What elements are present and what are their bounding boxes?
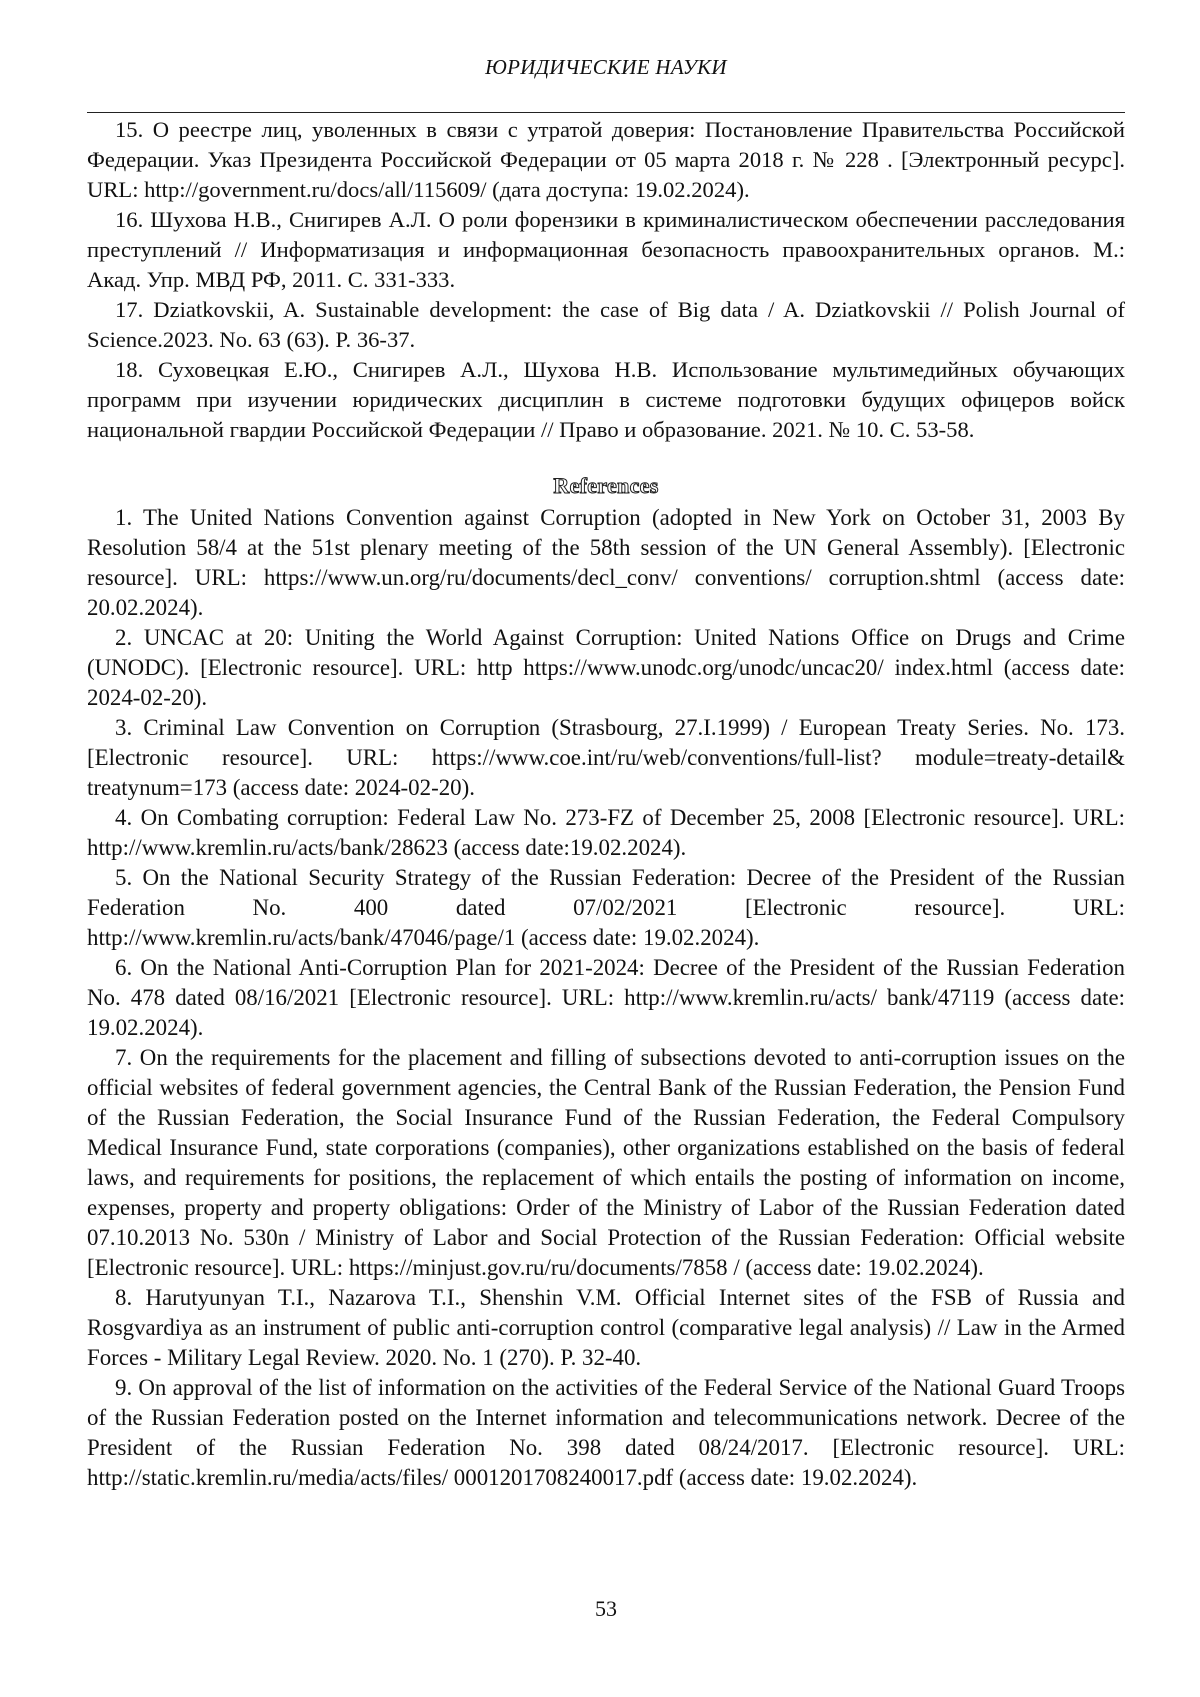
running-head: ЮРИДИЧЕСКИЕ НАУКИ [485, 55, 727, 79]
reference-item: 5. On the National Security Strategy of the Russian Federation: Decree of the President of the Russian Federation No. 400 dated 07/02/2021 [Electronic resource]. URL: http://www.kremlin.ru/acts/bank/47046/page/1 (access date: 19.02.2024). [87, 865, 1125, 950]
reference-list-english [87, 503, 1125, 1493]
reference-item: 8. Harutyunyan T.I., Nazarova T.I., Shenshin V.M. Official Internet sites of the FSB of Russia and Rosgvardiya as an instrument of public anti-corruption control (comparative legal analysis) // Law in the Armed Forces - Military Legal Review. 2020. No. 1 (270). P. 32-40. [87, 1285, 1125, 1370]
reference-item: 17. Dziatkovskii, A. Sustainable development: the case of Big data / A. Dziatkovskii // Polish Journal of Science.2023. No. 63 (63). P. 36-37. [87, 297, 1125, 352]
reference-item: 16. Шухова Н.В., Снигирев А.Л. О роли форензики в криминалистическом обеспечении расследования преступлений // Информатизация и информационная безопасность правоохранительных органов. М.: Акад. Упр. МВД РФ, 2011. С. 331-333. [87, 207, 1125, 292]
reference-item: 7. On the requirements for the placement and filling of subsections devoted to anti-corruption issues on the official websites of federal government agencies, the Central Bank of the Russian Federation, the Pension Fund of the Russian Federation, the Social Insurance Fund of the Russian Federation, the Federal Compulsory Medical Insurance Fund, state corporations (companies), other organizations established on the basis of federal laws, and requirements for positions, the replacement of which entails the posting of information on income, expenses, property and property obligations: Order of the Ministry of Labor of the Russian Federation dated 07.10.2013 No. 530n / Ministry of Labor and Social Protection of the Russian Federation: Official website [Electronic resource]. URL: https://minjust.gov.ru/ru/documents/7858 / (access date: 19.02.2024). [87, 1045, 1125, 1280]
reference-item: 15. О реестре лиц, уволенных в связи с утратой доверия: Постановление Правительства Российской Федерации. Указ Президента Российской Федерации от 05 марта 2018 г. № 228 . [Электронный ресурс]. URL: http://government.ru/docs/all/115609/ (дата доступа: 19.02.2024). [87, 117, 1125, 202]
page-number: 53 [595, 1596, 617, 1621]
document-page [87, 0, 1125, 1621]
reference-item: 4. On Combating corruption: Federal Law No. 273-FZ of December 25, 2008 [Electronic resource]. URL: http://www.kremlin.ru/acts/bank/28623 (access date:19.02.2024). [87, 805, 1125, 860]
reference-item: 2. UNCAC at 20: Uniting the World Against Corruption: United Nations Office on Drugs and Crime (UNODC). [Electronic resource]. URL: http https://www.unodc.org/unodc/uncac20/ index.html (access date: 2024-02-20). [87, 625, 1125, 710]
header-rule [87, 112, 1125, 113]
reference-list-russian [87, 115, 1125, 445]
reference-item: 18. Суховецкая Е.Ю., Снигирев А.Л., Шухова Н.В. Использование мультимедийных обучающих программ при изучении юридических дисциплин в системе подготовки будущих офицеров войск национальной гвардии Российской Федерации // Право и образование. 2021. № 10. С. 53-58. [87, 357, 1125, 442]
reference-item: 3. Criminal Law Convention on Corruption (Strasbourg, 27.I.1999) / European Treaty Series. No. 173. [Electronic resource]. URL: https://www.coe.int/ru/web/conventions/full-list? module=treaty-detail& treatynum=173 (access date: 2024-02-20). [87, 715, 1125, 800]
reference-item: 1. The United Nations Convention against Corruption (adopted in New York on October 31, 2003 By Resolution 58/4 at the 51st plenary meeting of the 58th session of the UN General Assembly). [Electronic resource]. URL: https://www.un.org/ru/documents/decl_conv/ conventions/ corruption.shtml (access date: 20.02.2024). [87, 505, 1125, 620]
references-section-title: References [553, 473, 659, 498]
reference-item: 9. On approval of the list of information on the activities of the Federal Service of the National Guard Troops of the Russian Federation posted on the Internet information and telecommunications network. Decree of the President of the Russian Federation No. 398 dated 08/24/2017. [Electronic resource]. URL: http://static.kremlin.ru/media/acts/files/ 0001201708240017.pdf (access date: 19.02.2024). [87, 1375, 1125, 1490]
reference-item: 6. On the National Anti-Corruption Plan for 2021-2024: Decree of the President of the Russian Federation No. 478 dated 08/16/2021 [Electronic resource]. URL: http://www.kremlin.ru/acts/ bank/47119 (access date: 19.02.2024). [87, 955, 1125, 1040]
